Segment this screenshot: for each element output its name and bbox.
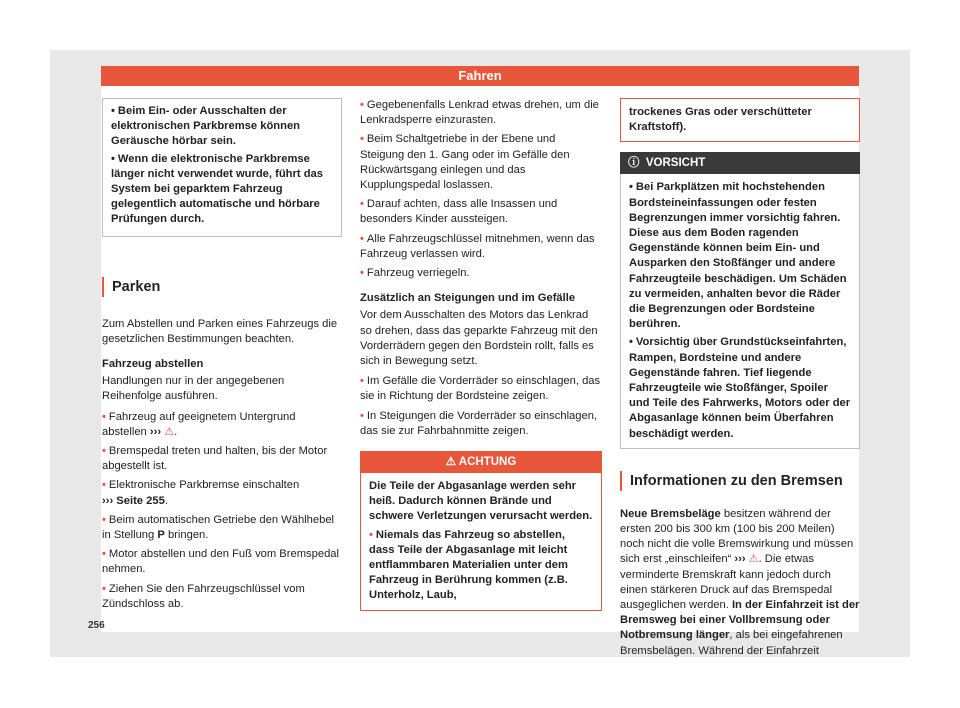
list-item: • In Steigungen die Vorderräder so einschlagen, das sie zur Fahrbahnmitte zeigen. xyxy=(360,409,598,437)
caution-box xyxy=(620,152,860,448)
paragraph: Neue Bremsbeläge besitzen während der ersten 200 bis 300 km (100 bis 200 Meilen) noch nicht die volle Bremswirkung und müssen sich erst „einschleifen“ ››› ⚠. Die etwas verminderte Bremskraft kann jedoch durch einen stärkeren Druck auf das Bremspedal ausgeglichen werden. In der Einfahrzeit ist der Bremsweg bei einer Vollbremsung oder Notbremsung länger, als bei eingefahrenen Bremsbelägen. Während der Einfahrzeit xyxy=(620,507,860,657)
intro-text: Zum Abstellen und Parken eines Fahrzeugs die gesetzlichen Bestimmungen beachten. xyxy=(102,317,338,345)
list-item: • Beim Schaltgetriebe in der Ebene und Steigung den 1. Gang oder im Gefälle den Rückwärtsgang einlegen und das Kupplungspedal loslassen. xyxy=(360,133,570,192)
warning-triangle-icon: ⚠ xyxy=(445,456,457,469)
list-item: • Fahrzeug auf geeignetem Untergrund abstellen ››› ⚠. xyxy=(102,410,342,440)
caution-body: • Bei Parkplätzen mit hochstehenden Bordsteineinfassungen oder festen Begrenzungen immer vorsichtig fahren. Diese aus dem Boden ragenden Gegenstände können beim Ein- und Ausparken den Stoßfänger und andere Fahrzeugteile beschädigen. Um Schäden zu vermeiden, anhalten bevor die Räder die Begrenzungen oder Bordsteine berühren. • Vorsichtig über Grundstückseinfahrten, Rampen, Bordsteine und andere Gegenstände fahren. Tief liegende Fahrzeugteile wie Stoßfänger, Spoiler und Teile des Fahrwerks, Motors oder der Abgasanlage können beim Überfahren beschädigt werden. xyxy=(620,174,860,448)
note-item: • Wenn die elektronische Parkbremse länger nicht verwendet wurde, führt das System bei geparktem Fahrzeug gelegentlich automatische und hörbare Prüfungen durch. xyxy=(111,152,323,226)
warning-continuation: trockenes Gras oder verschütteter Kraftstoff). xyxy=(620,98,860,142)
column-left xyxy=(102,98,342,616)
list-item: • Bremspedal treten und halten, bis der Motor abgestellt ist. xyxy=(102,445,328,473)
page-reference-link[interactable]: ››› Seite 255 xyxy=(102,494,165,507)
page-header: Fahren xyxy=(101,66,859,86)
warning-triangle-icon: ⚠ xyxy=(748,553,759,566)
list-item: • Ziehen Sie den Fahrzeugschlüssel vom Zündschloss ab. xyxy=(102,582,305,610)
note-item: • Beim Ein- oder Ausschalten der elektronischen Parkbremse können Geräusche hörbar sein. xyxy=(111,105,301,148)
caution-header: ⓘ VORSICHT xyxy=(620,152,860,174)
subheading: Fahrzeug abstellen xyxy=(102,358,204,371)
list-item: • Im Gefälle die Vorderräder so einschlagen, das sie in Richtung der Bordsteine zeigen. xyxy=(360,375,601,403)
info-circle-icon: ⓘ xyxy=(628,157,640,170)
warning-triangle-icon: ⚠ xyxy=(164,425,175,438)
list-item: • Fahrzeug verriegeln. xyxy=(360,267,470,280)
warning-body: Die Teile der Abgasanlage werden sehr heiß. Dadurch können Brände und schwere Verletzungen verursacht werden. • Niemals das Fahrzeug so abstellen, dass Teile der Abgasanlage mit leicht entflammbaren Materialien unter dem Fahrzeug in Berührung kommen (z.B. Unterholz, Laub, xyxy=(360,473,602,611)
list-item: • Beim automatischen Getriebe den Wählhebel in Stellung P bringen. xyxy=(102,513,335,542)
note-box xyxy=(102,98,342,237)
paragraph: Vor dem Ausschalten des Motors das Lenkrad so drehen, dass das geparkte Fahrzeug mit den Vorderrädern gegen den Bordstein rollt, falls es sich in Bewegung setzt. xyxy=(360,309,598,368)
section-title-bremsen: Informationen zu den Bremsen xyxy=(620,471,860,491)
subheading: Zusätzlich an Steigungen und im Gefälle xyxy=(360,292,576,305)
column-right xyxy=(620,98,860,664)
list-item: • Motor abstellen und den Fuß vom Bremspedal nehmen. xyxy=(102,548,340,576)
page-number: 256 xyxy=(88,620,105,631)
warning-header: ⚠ ACHTUNG xyxy=(360,451,602,473)
list-item: • Alle Fahrzeugschlüssel mitnehmen, wenn das Fahrzeug verlassen wird. xyxy=(360,232,595,260)
warning-box xyxy=(360,451,602,611)
section-title-parken: Parken xyxy=(102,277,342,297)
column-middle xyxy=(360,98,602,611)
list-item: • Elektronische Parkbremse einschalten ››› Seite 255. xyxy=(102,479,300,507)
list-item: • Gegebenenfalls Lenkrad etwas drehen, um die Lenkradsperre einzurasten. xyxy=(360,99,599,127)
list-item: • Darauf achten, dass alle Insassen und besonders Kinder aussteigen. xyxy=(360,198,558,226)
sub-intro: Handlungen nur in der angegebenen Reihenfolge ausführen. xyxy=(102,375,285,403)
